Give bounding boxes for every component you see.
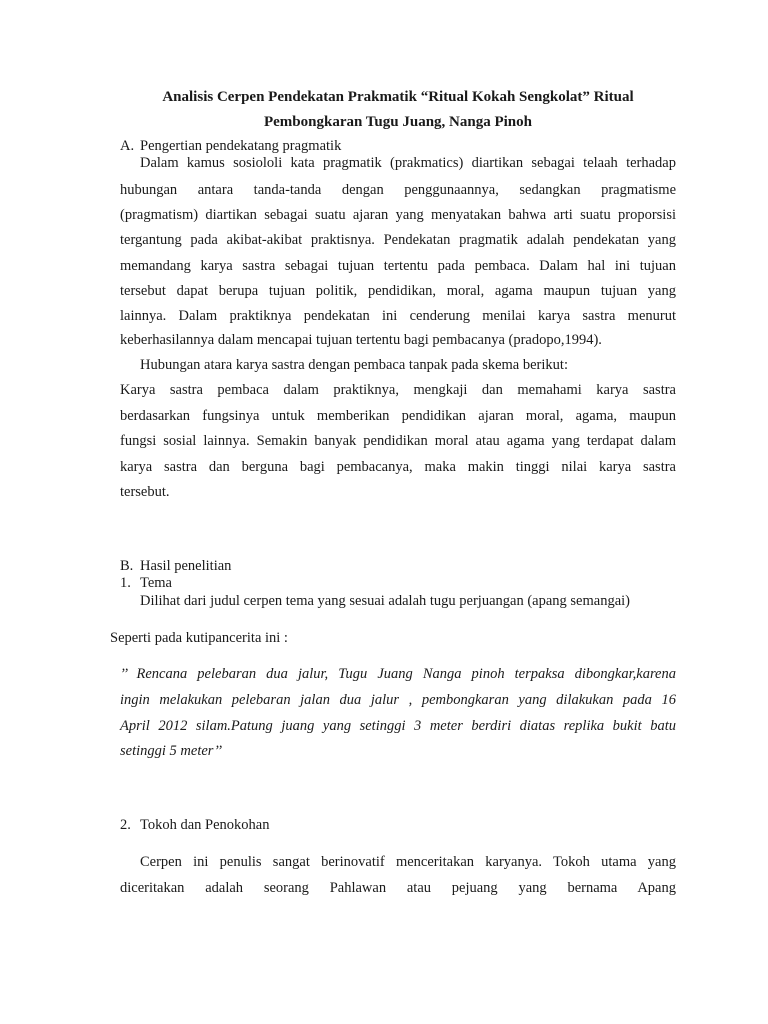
item-2-marker: 2. bbox=[120, 817, 131, 833]
paragraph-line: fungsi sosial lainnya. Semakin banyak pendidikan moral atau agama yang terdapat dalam bbox=[120, 433, 676, 449]
quote-line: April 2012 silam.Patung juang yang setinggi 3 meter berdiri diatas replika bukit batu bbox=[120, 718, 676, 734]
paragraph-line: lainnya. Dalam praktiknya pendekatan ini cenderung menilai karya sastra menurut bbox=[120, 308, 676, 324]
quote-line: ingin melakukan pelebaran jalan dua jalur , pembongkaran yang dilakukan pada 16 bbox=[120, 692, 676, 708]
item-1-marker: 1. bbox=[120, 575, 131, 591]
section-b-heading: Hasil penelitian bbox=[140, 558, 232, 574]
paragraph-line: karya sastra dan berguna bagi pembacanya, maka makin tinggi nilai karya sastra bbox=[120, 459, 676, 475]
quote-intro: Seperti pada kutipancerita ini : bbox=[110, 630, 288, 646]
section-a-heading: Pengertian pendekatang pragmatik bbox=[140, 138, 342, 154]
item-2-heading: Tokoh dan Penokohan bbox=[140, 817, 270, 833]
paragraph-line: berdasarkan fungsinya untuk memberikan pendidikan ajaran moral, agama, maupun bbox=[120, 408, 676, 424]
section-a-marker: A. bbox=[120, 138, 135, 154]
item-1-heading: Tema bbox=[140, 575, 172, 591]
document-title-line-1: Analisis Cerpen Pendekatan Prakmatik “Ritual Kokah Sengkolat” Ritual bbox=[162, 89, 634, 105]
paragraph-line: Dalam kamus sosiololi kata pragmatik (prakmatics) diartikan sebagai telaah terhadap bbox=[140, 155, 676, 171]
paragraph-line: Hubungan atara karya sastra dengan pembaca tanpak pada skema berikut: bbox=[140, 357, 568, 373]
quote-line: setinggi 5 meter’’ bbox=[120, 743, 223, 759]
document-title-line-2: Pembongkaran Tugu Juang, Nanga Pinoh bbox=[263, 114, 532, 130]
paragraph-line: keberhasilannya dalam mencapai tujuan tertentu bagi pembacanya (pradopo,1994). bbox=[120, 332, 602, 348]
paragraph-line: Karya sastra pembaca dalam praktiknya, mengkaji dan memahami karya sastra bbox=[120, 382, 676, 398]
paragraph-line: hubungan antara tanda-tanda dengan penggunaannya, sedangkan pragmatisme bbox=[120, 182, 676, 198]
paragraph-line: memandang karya sastra sebagai tujuan tertentu pada pembaca. Dalam hal ini tujuan bbox=[120, 258, 676, 274]
paragraph-line: tersebut dapat berupa tujuan politik, pendidikan, moral, agama maupun tujuan yang bbox=[120, 283, 676, 299]
item-1-text: Dilihat dari judul cerpen tema yang sesuai adalah tugu perjuangan (apang semangai) bbox=[140, 593, 630, 609]
section-b-marker: B. bbox=[120, 558, 134, 574]
paragraph-line: tergantung pada akibat-akibat praktisnya. Pendekatan pragmatik adalah pendekatan yang bbox=[120, 232, 676, 248]
paragraph-line: diceritakan adalah seorang Pahlawan atau pejuang yang bernama Apang bbox=[120, 880, 676, 896]
quote-line: ’’ Rencana pelebaran dua jalur, Tugu Juang Nanga pinoh terpaksa dibongkar,karena bbox=[120, 666, 676, 682]
paragraph-line: Cerpen ini penulis sangat berinovatif menceritakan karyanya. Tokoh utama yang bbox=[140, 854, 676, 870]
paragraph-line: tersebut. bbox=[120, 484, 170, 500]
paragraph-line: (pragmatism) diartikan sebagai suatu ajaran yang menyatakan bahwa arti suatu proporsisi bbox=[120, 207, 676, 223]
